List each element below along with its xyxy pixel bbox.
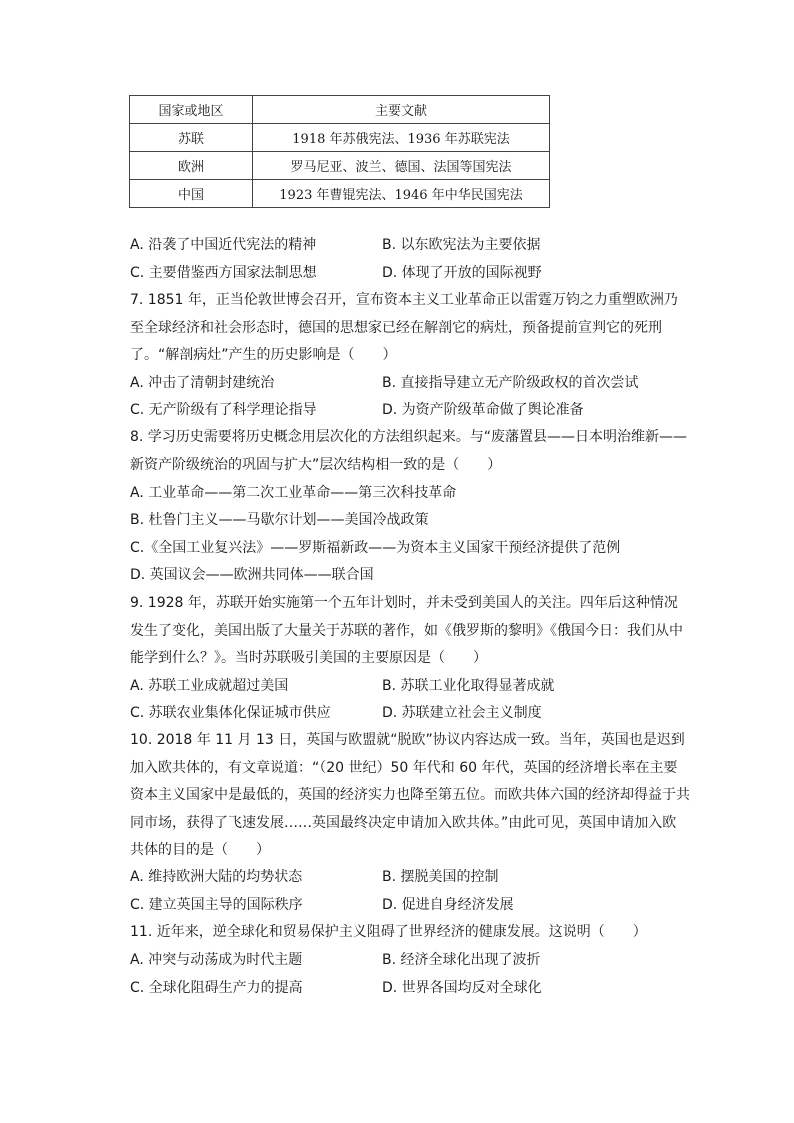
table-row <box>130 124 550 152</box>
table-cell: 1918 年苏俄宪法、1936 年苏联宪法 <box>253 124 550 152</box>
q7-option-c: C. 无产阶级有了科学理论指导 <box>130 402 317 418</box>
q10-stem: 10. 2018 年 11 月 13 日，英国与欧盟就“脱欧”协议内容达成一致。当年，英国也是迟到加入欧共体的，有文章说道：“（20 世纪）50 年代和 60 年代，英国的经济增长率在主要资本主义国家中是最低的，英国的经济实力也降至第五位。而欧共体六国的经济却得益于共同市场，获得了飞速发展……英国最终决定申请加入欧共体。”由此可见，英国申请加入欧共体的目的是（ ） <box>130 732 690 858</box>
q11-stem: 11. 近年来，逆全球化和贸易保护主义阻碍了世界经济的健康发展。这说明（ ） <box>130 924 647 940</box>
table-header-cell: 主要文献 <box>253 96 550 124</box>
q8-stem: 8. 学习历史需要将历史概念用层次化的方法组织起来。与“废藩置县——日本明治维新——新资产阶级统治的巩固与扩大”层次结构相一致的是（ ） <box>130 429 688 473</box>
q10-option-a: A. 维持欧洲大陆的均势状态 <box>130 869 303 885</box>
q9-stem: 9. 1928 年，苏联开始实施第一个五年计划时，并未受到美国人的关注。四年后这种情况发生了变化，美国出版了大量关于苏联的著作，如《俄罗斯的黎明》《俄国今日：我们从中能学到什么？》。当时苏联吸引美国的主要原因是（ ） <box>130 595 683 666</box>
q7-stem: 7. 1851 年，正当伦敦世博会召开，宣布资本主义工业革命正以雷霆万钧之力重塑欧洲乃至全球经济和社会形态时，德国的思想家已经在解剖它的病灶，预备提前宣判它的死刑了。“解剖病灶”产生的历史影响是（ ） <box>130 292 678 363</box>
table-row <box>130 152 550 180</box>
q7-option-a: A. 冲击了清朝封建统治 <box>130 375 275 391</box>
q10-option-b: B. 摆脱美国的控制 <box>382 869 499 885</box>
table-cell: 罗马尼亚、波兰、德国、法国等国宪法 <box>253 152 550 180</box>
q9-option-a: A. 苏联工业成就超过美国 <box>130 678 289 694</box>
q11-option-b: B. 经济全球化出现了波折 <box>382 952 541 968</box>
q11-option-a: A. 冲突与动荡成为时代主题 <box>130 952 303 968</box>
q8-option-a: A. 工业革命——第二次工业革命——第三次科技革命 <box>130 485 457 501</box>
table-row <box>130 180 550 208</box>
q6-option-a: A. 沿袭了中国近代宪法的精神 <box>130 237 317 253</box>
table-header-row <box>130 96 550 124</box>
constitution-table <box>129 95 550 208</box>
q7-option-d: D. 为资产阶级革命做了舆论准备 <box>382 402 584 418</box>
q9-option-d: D. 苏联建立社会主义制度 <box>382 705 542 721</box>
table-header-cell: 国家或地区 <box>130 96 253 124</box>
q6-option-c: C. 主要借鉴西方国家法制思想 <box>130 265 317 281</box>
q8-option-b: B. 杜鲁门主义——马歇尔计划——美国冷战政策 <box>130 512 429 528</box>
table-cell: 欧洲 <box>130 152 253 180</box>
table-cell: 中国 <box>130 180 253 208</box>
table-cell: 1923 年曹锟宪法、1946 年中华民国宪法 <box>253 180 550 208</box>
table-cell: 苏联 <box>130 124 253 152</box>
q11-option-d: D. 世界各国均反对全球化 <box>382 980 542 996</box>
q6-option-b: B. 以东欧宪法为主要依据 <box>382 237 541 253</box>
q6-option-d: D. 体现了开放的国际视野 <box>382 265 542 281</box>
q11-option-c: C. 全球化阻碍生产力的提高 <box>130 980 303 996</box>
q10-option-c: C. 建立英国主导的国际秩序 <box>130 897 303 913</box>
q9-option-b: B. 苏联工业化取得显著成就 <box>382 678 555 694</box>
q9-option-c: C. 苏联农业集体化保证城市供应 <box>130 705 331 721</box>
q10-option-d: D. 促进自身经济发展 <box>382 897 514 913</box>
q7-option-b: B. 直接指导建立无产阶级政权的首次尝试 <box>382 375 639 391</box>
q8-option-d: D. 英国议会——欧洲共同体——联合国 <box>130 567 374 583</box>
q8-option-c: C.《全国工业复兴法》——罗斯福新政——为资本主义国家干预经济提供了范例 <box>130 540 621 556</box>
